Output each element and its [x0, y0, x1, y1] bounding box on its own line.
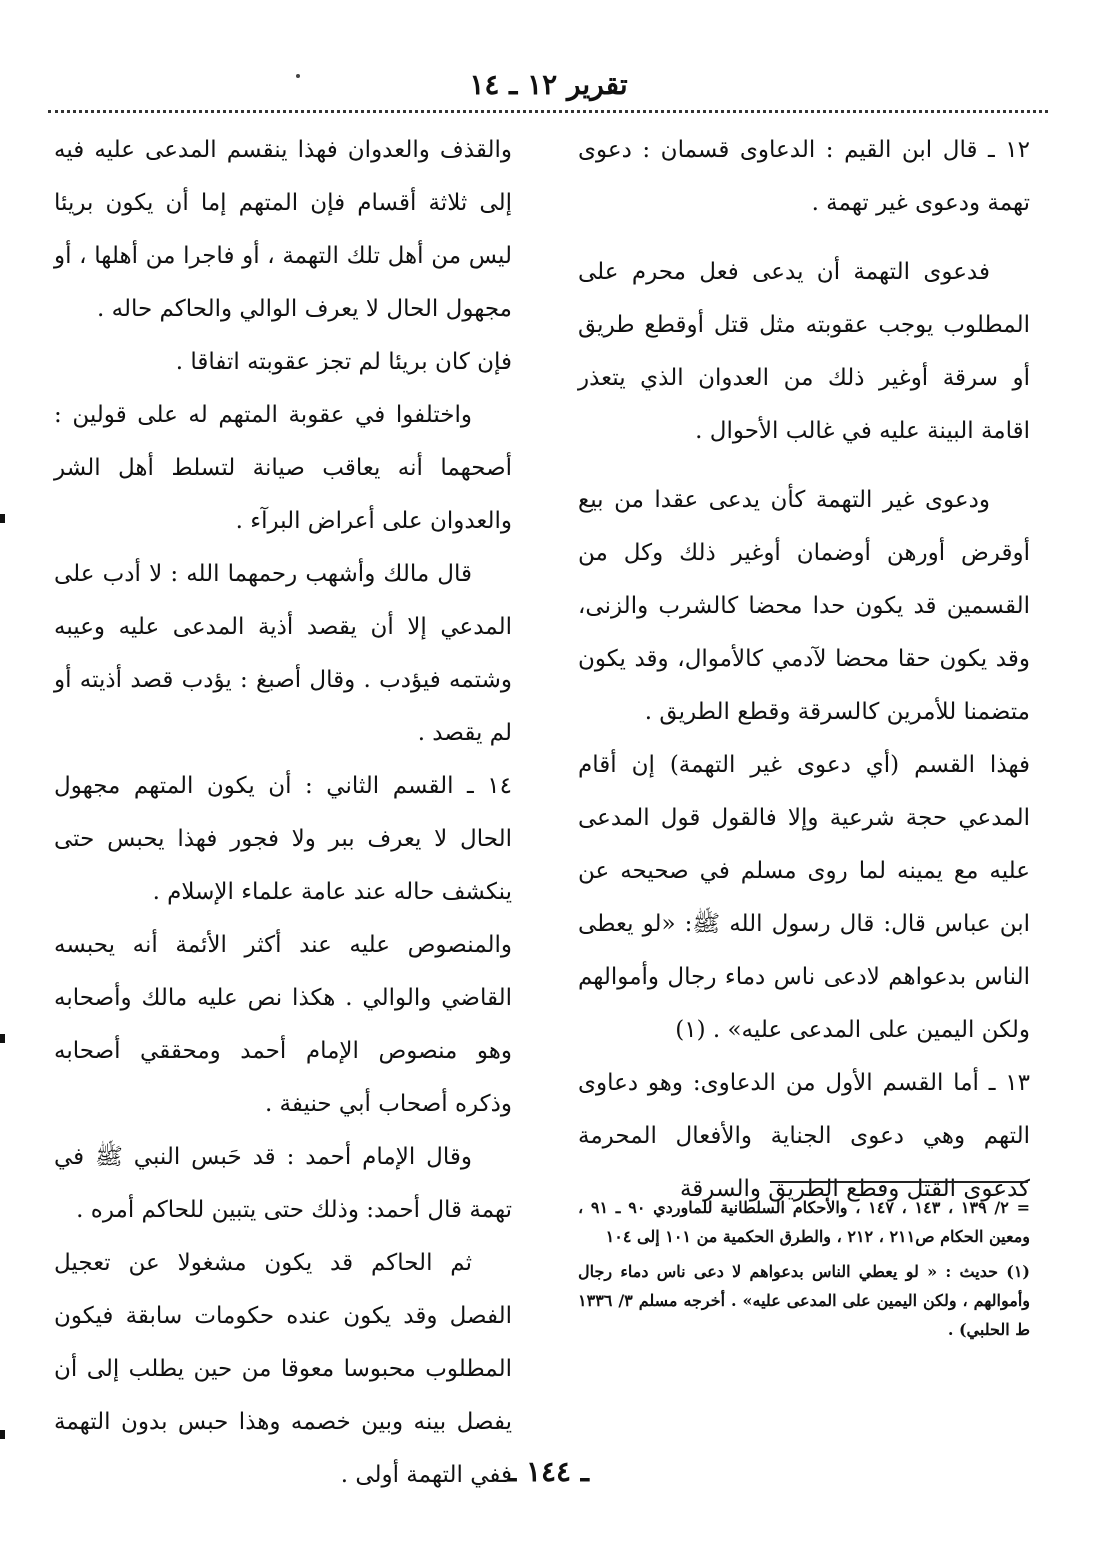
paragraph-judge-busy: ثم الحاكم قد يكون مشغولا عن تعجيل الفصل وقد يكون عنده حكومات سابقة فيكون المطلوب محبوسا معوقا من حين يطلب إلى أن يفصل بينه وبين خصمه وهذا حبس بدون التهمة ففي التهمة أولى . — [54, 1250, 512, 1488]
paragraph-imam-ahmad: وقال الإمام أحمد : قد حَبس النبي ﷺ في تهمة قال أحمد: وذلك حتى يتبين للحاكم أمره . — [54, 1144, 512, 1223]
margin-mark — [0, 514, 5, 523]
page-number: ـ ١٤٤ ـ — [507, 1455, 590, 1488]
paragraph-malik-ashhab: قال مالك وأشهب رحمهما الله : لا أدب على المدعي إلا أن يقصد أذية المدعى عليه وعيبه وشتمه فيؤدب . وقال أصبغ : يؤدب قصد أذيته أو لم يقصد . — [54, 561, 512, 746]
footnote-1: (١) حديث : « لو يعطي الناس بدعواهم لا دعى ناس دماء رجال وأموالهم ، ولكن اليمين على المدعى عليه» . أخرجه مسلم ٣/ ١٣٣٦ ط الحلبي) . — [578, 1262, 1031, 1339]
paragraph-mansus: والمنصوص عليه عند أكثر الأئمة أنه يحبسه القاضي والوالي . هكذا نص عليه مالك وأصحابه وهو منصوص الإمام أحمد ومحققي أصحابه وذكره أصحاب أبي حنيفة . — [54, 932, 512, 1117]
footnotes — [578, 1193, 1030, 1350]
paragraph-innocent: فإن كان بريئا لم تجز عقوبته اتفاقا . — [175, 349, 512, 375]
header-dotted-rule — [48, 110, 1048, 113]
scan-speck — [296, 74, 300, 78]
paragraph-tuhma-claim: فدعوى التهمة أن يدعى فعل محرم على المطلوب يوجب عقوبته مثل قتل أوقطع طريق أو سرقة أوغير ذلك من العدوان الذي يتعذر اقامة البينة عليه في غالب الأحوال . — [578, 259, 1030, 444]
paragraph-non-tuhma-claim: ودعوى غير التهمة كأن يدعى عقدا من بيع أوقرض أورهن أوضمان أوغير ذلك وكل من القسمين قد يكون حدا محضا كالشرب والزنى، وقد يكون حقا محضا لآدمي كالأموال، وقد يكون متضمنا للأمرين كالسرقة وقطع الطريق . — [578, 487, 1030, 725]
paragraph-disagreement: واختلفوا في عقوبة المتهم له على قولين : أصحهما أنه يعاقب صيانة لتسلط أهل الشر والعدوان على أعراض البرآء . — [54, 402, 512, 534]
margin-mark — [0, 1034, 5, 1043]
left-column — [54, 124, 512, 1502]
margin-mark — [0, 1430, 5, 1439]
footnote-continuation: = ٢/ ١٣٩ ، ١٤٣ ، ١٤٧ ، والأحكام السلطانية للماوردي ٩٠ ـ ٩١ ، ومعين الحكام ص٢١١ ، ٢١٢ ، والطرق الحكمية من ١٠١ إلى ١٠٤ — [578, 1198, 1031, 1246]
paragraph-this-section: فهذا القسم (أي دعوى غير التهمة) إن أقام المدعي حجة شرعية وإلا فالقول قول المدعى عليه مع يمينه لما روى مسلم في صحيحه عن ابن عباس قال: قال رسول الله ﷺ: «لو يعطى الناس بدعواهم لادعى ناس دماء رجال وأموالهم ولكن اليمين على المدعى عليه» . (١) — [578, 752, 1030, 1043]
paragraph-qadhf-continuation: والقذف والعدوان فهذا ينقسم المدعى عليه فيه إلى ثلاثة أقسام فإن المتهم إما أن يكون بريئا ليس من أهل تلك التهمة ، أو فاجرا من أهلها ، أو مجهول الحال لا يعرف الوالي والحاكم حاله . — [54, 137, 512, 322]
right-column — [578, 124, 1030, 1216]
page-header-title: تقرير ١٢ ـ ١٤ — [469, 68, 628, 101]
paragraph-14: ١٤ ـ القسم الثاني : أن يكون المتهم مجهول الحال لا يعرف ببر ولا فجور فهذا يحبس حتى ينكشف حاله عند عامة علماء الإسلام . — [54, 773, 512, 905]
footnote-separator — [770, 1181, 1028, 1183]
paragraph-13: ١٣ ـ أما القسم الأول من الدعاوى: وهو دعاوى التهم وهي دعوى الجناية والأفعال المحرمة كدعوى القتل وقطع الطريق والسرقة — [578, 1070, 1030, 1202]
paragraph-12: ١٢ ـ قال ابن القيم : الدعاوى قسمان : دعوى تهمة ودعوى غير تهمة . — [578, 137, 1030, 216]
